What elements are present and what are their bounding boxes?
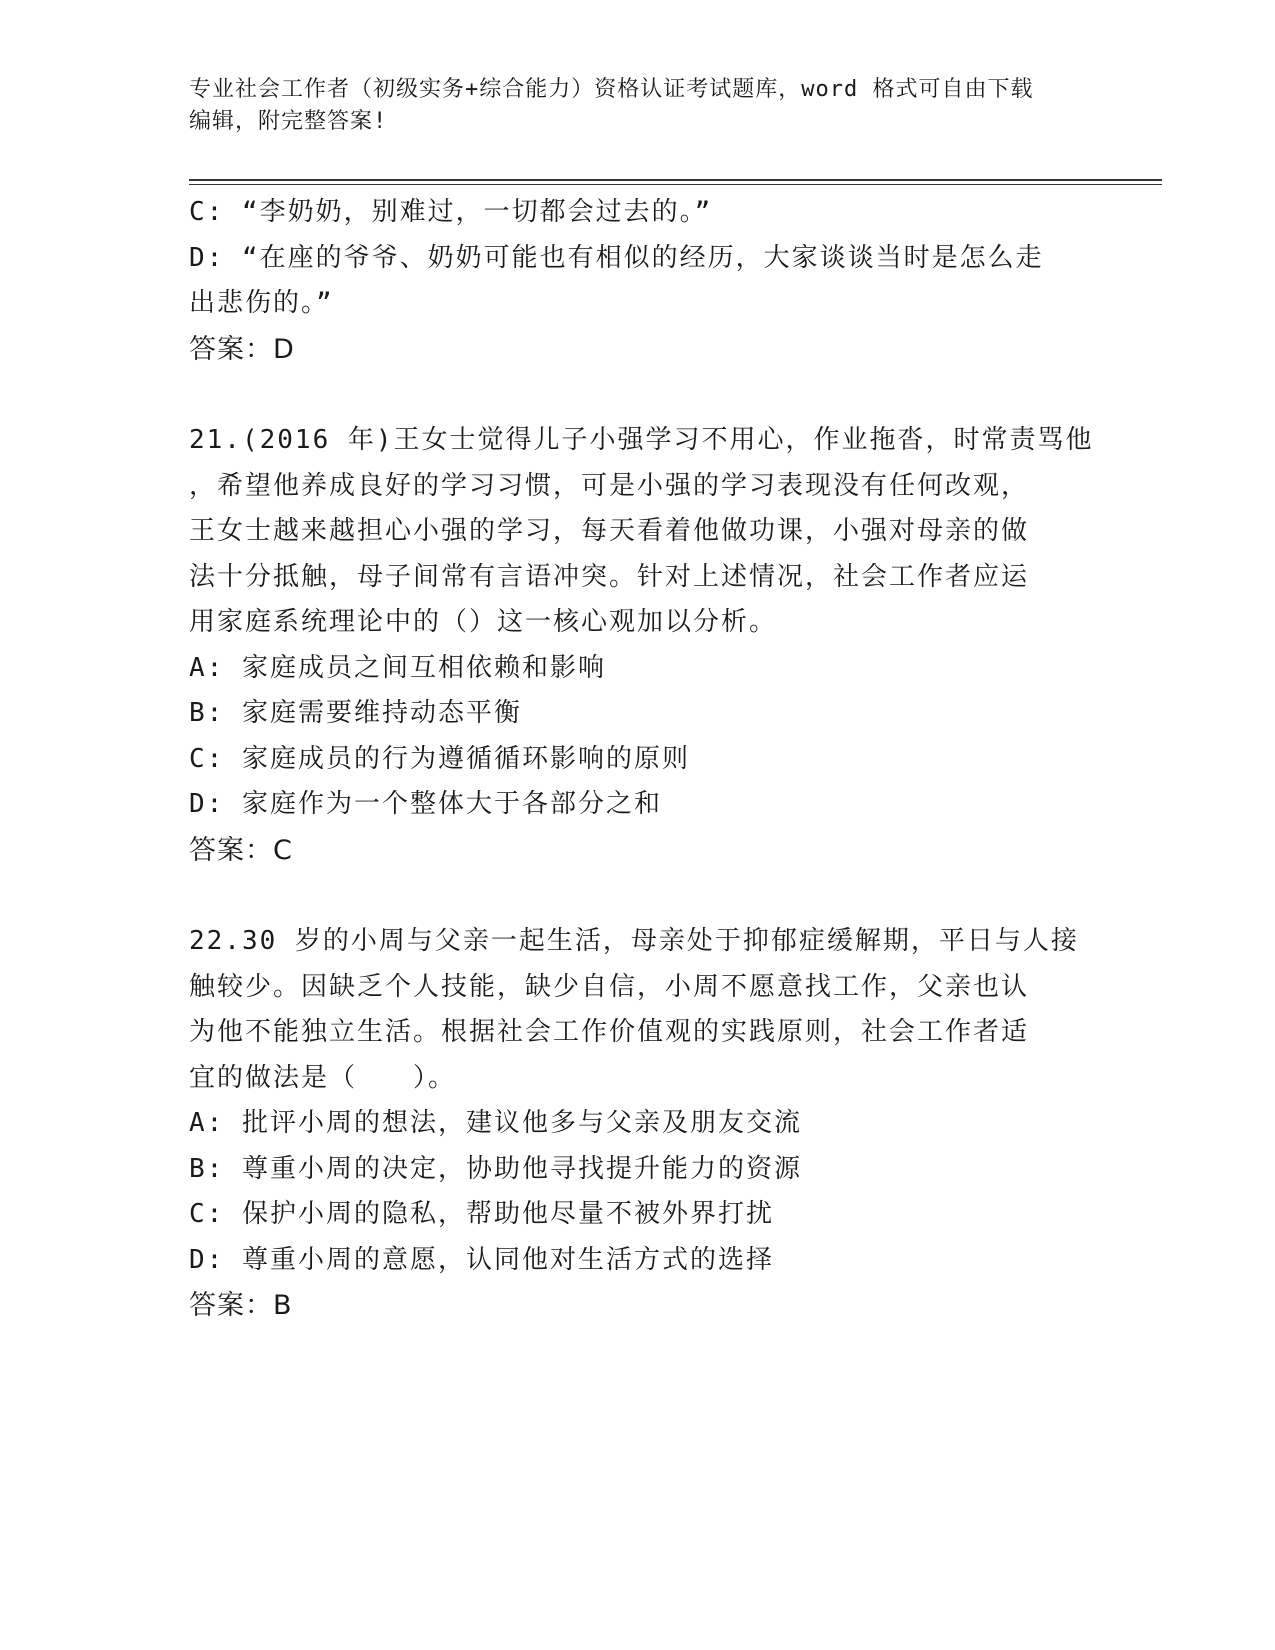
option-c: C: 家庭成员的行为遵循循环影响的原则 (189, 743, 690, 774)
question-text-line: 21.(2016 年)王女士觉得儿子小强学习不用心，作业拖沓，时常责骂他 (189, 425, 1094, 455)
answer: 答案：C (189, 834, 293, 866)
spacer (189, 372, 1089, 418)
question-20-tail (189, 190, 1089, 372)
option-c: C: 保护小周的隐私，帮助他尽量不被外界打扰 (189, 1199, 774, 1229)
option-a: A: 家庭成员之间互相依赖和影响 (189, 652, 606, 683)
option-d-line-1: D: “在座的爷爷、奶奶可能也有相似的经历，大家谈谈当时是怎么走 (189, 242, 1044, 273)
document-header (189, 74, 1089, 138)
question-21 (189, 418, 1094, 873)
option-b: B: 尊重小周的决定，协助他寻找提升能力的资源 (189, 1153, 802, 1184)
question-text-line: 宜的做法是（ ）。 (189, 1062, 457, 1093)
document-body (189, 190, 1094, 1329)
question-text-line: 22.30 岁的小周与父亲一起生活，母亲处于抑郁症缓解期，平日与人接 (189, 926, 1079, 956)
option-b: B: 家庭需要维持动态平衡 (189, 698, 522, 728)
question-text-line: 为他不能独立生活。根据社会工作价值观的实践原则，社会工作者适 (189, 1017, 1030, 1047)
question-22 (189, 919, 1089, 1329)
option-d: D: 家庭作为一个整体大于各部分之和 (189, 789, 662, 819)
option-d-line-2: 出悲伤的。” (189, 288, 334, 318)
answer: 答案：D (189, 333, 295, 365)
question-text-line: 王女士越来越担心小强的学习，每天看着他做功课，小强对母亲的做 (189, 516, 1030, 546)
question-text-line: 触较少。因缺乏个人技能，缺少自信，小周不愿意找工作，父亲也认 (189, 971, 1030, 1002)
option-d: D: 尊重小周的意愿，认同他对生活方式的选择 (189, 1244, 774, 1275)
question-text-line: 法十分抵触，母子间常有言语冲突。针对上述情况，社会工作者应运 (189, 561, 1030, 592)
question-text-line: ，希望他养成良好的学习习惯，可是小强的学习表现没有任何改观， (189, 470, 1030, 501)
option-a: A: 批评小周的想法，建议他多与父亲及朋友交流 (189, 1108, 802, 1138)
answer: 答案：B (189, 1290, 293, 1321)
spacer (189, 873, 1089, 919)
header-line-1: 专业社会工作者（初级实务+综合能力）资格认证考试题库，word 格式可自由下载 (189, 77, 1034, 102)
question-text-line: 用家庭系统理论中的（）这一核心观加以分析。 (189, 607, 778, 637)
header-line-2: 编辑，附完整答案! (189, 109, 388, 134)
option-c: C: “李奶奶，别难过，一切都会过去的。” (189, 197, 713, 227)
header-rule-thin (189, 184, 1162, 185)
header-rule-thick (189, 179, 1162, 181)
